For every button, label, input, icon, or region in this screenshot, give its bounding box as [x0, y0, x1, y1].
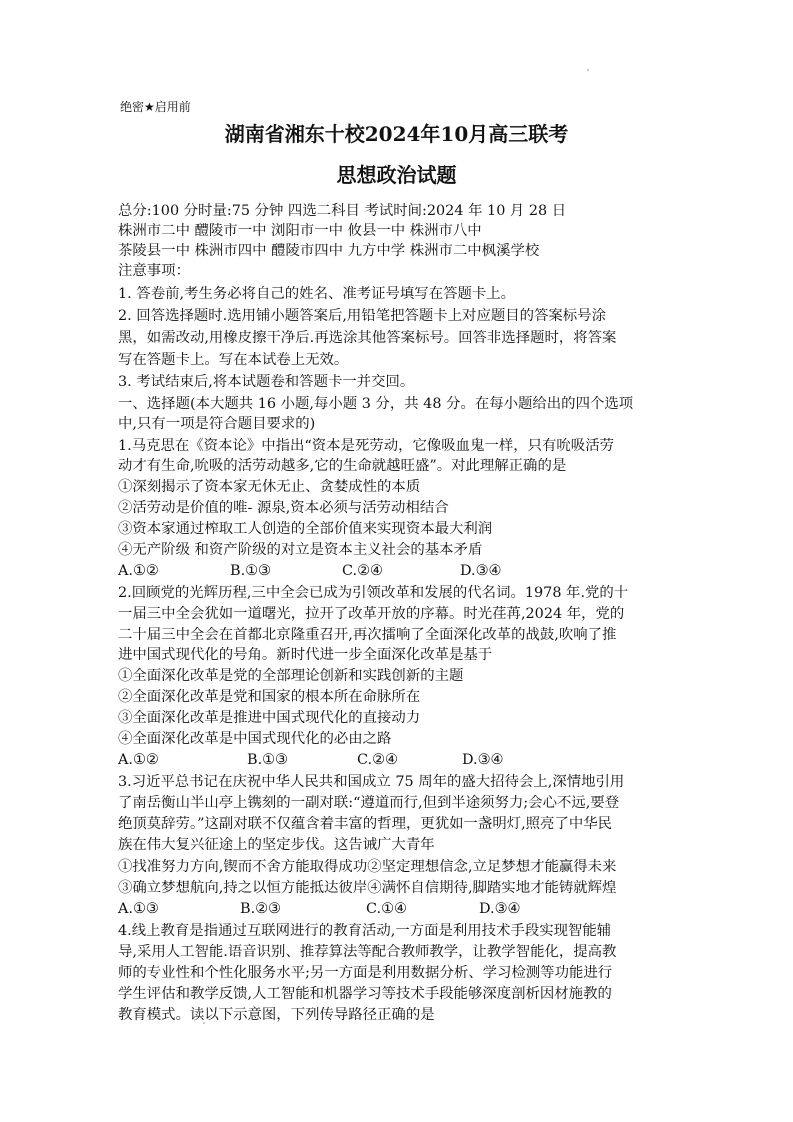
confidential-label: 绝密★启用前 [120, 100, 191, 114]
schools-line-1: 株洲市二中 醴陵市一中 浏阳市一中 攸县一中 株洲市八中 [118, 223, 482, 239]
q2-stem: 进中国式现代化的号角。新时代进一步全面深化改革是基于 [118, 647, 493, 663]
q1-option-d: D.③④ [460, 563, 502, 579]
q4-stem: 师的专业性和个性化服务水平;另一方面是利用数据分析、学习检测等功能进行 [118, 965, 613, 981]
q3-option-b: B.②③ [240, 901, 281, 917]
schools-line-2: 茶陵县一中 株洲市四中 醴陵市四中 九方中学 株洲市二中枫溪学校 [118, 243, 540, 259]
exam-subtitle: 思想政治试题 [336, 163, 457, 187]
q2-stem: 二十届三中全会在首都北京隆重召开,再次擂响了全面深化改革的战鼓,吹响了推 [118, 627, 617, 643]
q3-option-c: C.①④ [366, 901, 407, 917]
note-line: 写在答题卡上。写在本试卷上无效。 [118, 352, 349, 368]
q4-stem: 4.线上教育是指通过互联网进行的教育活动,一方面是利用技术手段实现智能辅 [118, 923, 612, 939]
q1-item: ④无产阶级 和资产阶级的对立是资本主义社会的基本矛盾 [118, 542, 483, 558]
notice-heading: 注意事项： [118, 263, 190, 279]
q4-stem: 学生评估和教学反馈,人工智能和机器学习等技术手段能够深度剖析因材施教的 [118, 986, 612, 1002]
q1-item: ①深刻揭示了资本家无休无止、贪婪成性的本质 [118, 479, 421, 495]
q3-option-d: D.③④ [479, 901, 521, 917]
q2-item: ②全面深化改革是党和国家的根本所在命脉所在 [118, 689, 421, 705]
q1-option-b: B.①③ [230, 563, 271, 579]
q1-stem: 动才有生命,吮吸的活劳动越多,它的生命就越旺盛”。对此理解正确的是 [118, 458, 567, 474]
q2-option-b: B.①③ [247, 752, 288, 768]
q1-item: ②活劳动是价值的唯- 源泉,资本必须与活劳动相结合 [118, 500, 449, 516]
q2-option-d: D.③④ [462, 752, 504, 768]
q1-item: ③资本家通过榨取工人创造的全部价值来实现资本最大利润 [118, 521, 493, 537]
q2-item: ①全面深化改革是党的全部理论创新和实践创新的主题 [118, 668, 464, 684]
note-line: 1. 答卷前,考生务必将自己的姓名、准考证号填写在答题卡上。 [118, 286, 516, 302]
note-line: 3. 考试结束后,将本试题卷和答题卡一并交回。 [118, 374, 415, 390]
speck-mark [587, 69, 589, 71]
q2-stem: 2.回顾党的光辉历程,三中全会已成为引领改革和发展的代名词。1978 年.党的十 [118, 585, 629, 601]
q1-option-c: C.②④ [342, 563, 383, 579]
q1-option-a: A.①② [118, 563, 159, 579]
q3-stem: 了南岳衡山半山亭上镌刻的一副对联:“遵道而行,但到半途须努力;会心不远,要登 [118, 795, 620, 811]
q3-item: ①找准努力方向,锲而不舍方能取得成功②坚定理想信念,立足梦想才能赢得未来 [118, 859, 617, 875]
section-heading-cont: 中,只有一项是符合题目要求的) [118, 416, 316, 432]
q4-stem: 教育模式。读以下示意图，下列传导路径正确的是 [118, 1007, 435, 1023]
q2-option-a: A.①② [118, 752, 159, 768]
q1-stem: 1.马克思在《资本论》中指出“资本是死劳动，它像吸血鬼一样，只有吮吸活劳 [118, 438, 614, 454]
q2-stem: 一届三中全会犹如一道曙光，拉开了改革开放的序幕。时光荏苒,2024 年，党的 [118, 606, 625, 622]
note-line: 2. 回答选择题时.选用铺小题答案后,用铅笔把答题卡上对应题目的答案标号涂 [118, 308, 606, 324]
q3-stem: 绝顶莫辞劳。”这副对联不仅蕴含着丰富的哲理，更犹如一盏明灯,照亮了中华民 [118, 816, 613, 832]
note-line: 黑，如需改动,用橡皮擦干净后.再选涂其他答案标号。回答非选择题时，将答案 [118, 330, 617, 346]
exam-title: 湖南省湘东十校2024年10月高三联考 [224, 122, 569, 146]
q3-option-a: A.①③ [118, 901, 159, 917]
q3-stem: 3.习近平总书记在庆祝中华人民共和国成立 75 周年的盛大招待会上,深情地引用 [118, 774, 625, 790]
q2-option-c: C.②④ [357, 752, 398, 768]
q2-item: ③全面深化改革是推进中国式现代化的直接动力 [118, 710, 421, 726]
q2-item: ④全面深化改革是中国式现代化的必由之路 [118, 731, 392, 747]
q3-item: ③确立梦想航向,持之以恒方能抵达彼岸④满怀自信期待,脚踏实地才能铸就辉煌 [118, 880, 617, 896]
q4-stem: 导,采用人工智能.语音识别、推荐算法等配合教师教学，让教学智能化，提高教 [118, 944, 617, 960]
section-heading: 一、选择题(本大题共 16 小题,每小题 3 分，共 48 分。在每小题给出的四个选项 [118, 396, 634, 412]
exam-info-line: 总分:100 分时量:75 分钟 四选二科目 考试时间:2024 年 10 月 28 日 [118, 203, 567, 219]
q3-stem: 族在伟大复兴征途上的坚定步伐。这告诫广大青年 [118, 837, 435, 853]
